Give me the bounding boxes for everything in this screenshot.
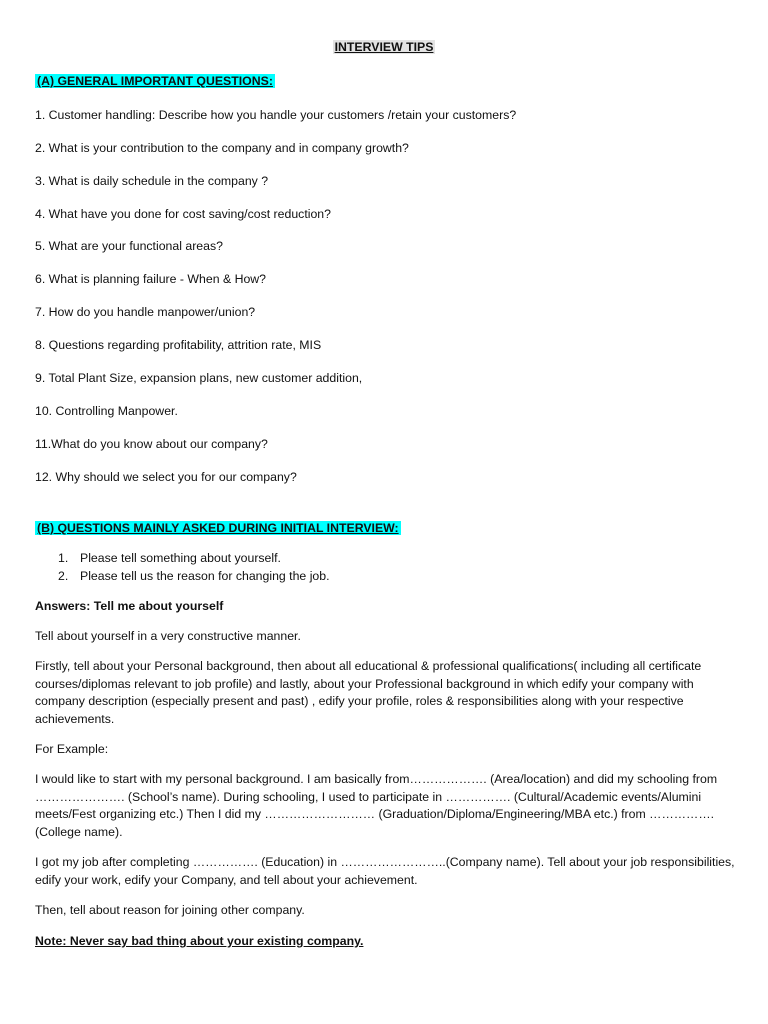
section-b-heading-text: (B) QUESTIONS MAINLY ASKED DURING INITIAL INTERVIEW: [37, 521, 399, 535]
list-item-text: Please tell something about yourself. [80, 551, 281, 565]
initial-interview-list [58, 549, 718, 585]
paragraph-background: Firstly, tell about your Personal background, then about all educational & professional qualifications( including all certificate courses/diplomas relevant to job profile) and lastly, about your Professional background in which edify your company with company description (especially present and past) , edify your profile, roles & responsibilities along with your respective achievements. [35, 659, 702, 726]
section-a-heading-text: (A) GENERAL IMPORTANT QUESTIONS: [37, 74, 273, 88]
document-title-text: INTERVIEW TIPS [334, 40, 434, 54]
section-a-heading [35, 72, 735, 90]
question-8: 8. Questions regarding profitability, attrition rate, MIS [35, 338, 322, 352]
answers-heading: Answers: Tell me about yourself [35, 599, 224, 613]
list-item-number: 2. [58, 569, 69, 583]
question-10: 10. Controlling Manpower. [35, 404, 178, 418]
question-5: 5. What are your functional areas? [35, 239, 223, 253]
section-b-heading [35, 519, 735, 537]
note-text: Note: Never say bad thing about your existing company. [35, 934, 364, 948]
question-11: 11.What do you know about our company? [35, 437, 268, 451]
question-12: 12. Why should we select you for our company? [35, 470, 297, 484]
paragraph-constructive: Tell about yourself in a very constructive manner. [35, 629, 301, 643]
question-6: 6. What is planning failure - When & How? [35, 272, 267, 286]
list-item [58, 549, 718, 567]
list-item [58, 567, 718, 585]
question-9: 9. Total Plant Size, expansion plans, new customer addition, [35, 371, 363, 385]
paragraph-reason: Then, tell about reason for joining other company. [35, 903, 305, 917]
paragraph-example: I would like to start with my personal background. I am basically from………………. (Area/location) and did my schooling from …………………. (School’s name). During schooling, I used to participate in ……………. (Cultural/Academic events/Alumini meets/Fest organizing etc.) Then I did my ……………………… (Graduation/Diploma/Engineering/MBA etc.) from ……………. (College name). [35, 772, 718, 839]
question-1: 1. Customer handling: Describe how you handle your customers /retain your customers? [35, 108, 517, 122]
list-item-text: Please tell us the reason for changing the job. [80, 569, 330, 583]
example-label: For Example: [35, 742, 109, 756]
question-7: 7. How do you handle manpower/union? [35, 305, 256, 319]
paragraph-job: I got my job after completing ……………. (Education) in ……………………..(Company name). Tell about your job responsibilities, edify your work, edify your Company, and tell about your achievement. [35, 855, 735, 887]
question-3: 3. What is daily schedule in the company ? [35, 174, 269, 188]
question-4: 4. What have you done for cost saving/cost reduction? [35, 207, 331, 221]
question-2: 2. What is your contribution to the company and in company growth? [35, 141, 409, 155]
document-title [0, 38, 768, 56]
list-item-number: 1. [58, 551, 69, 565]
